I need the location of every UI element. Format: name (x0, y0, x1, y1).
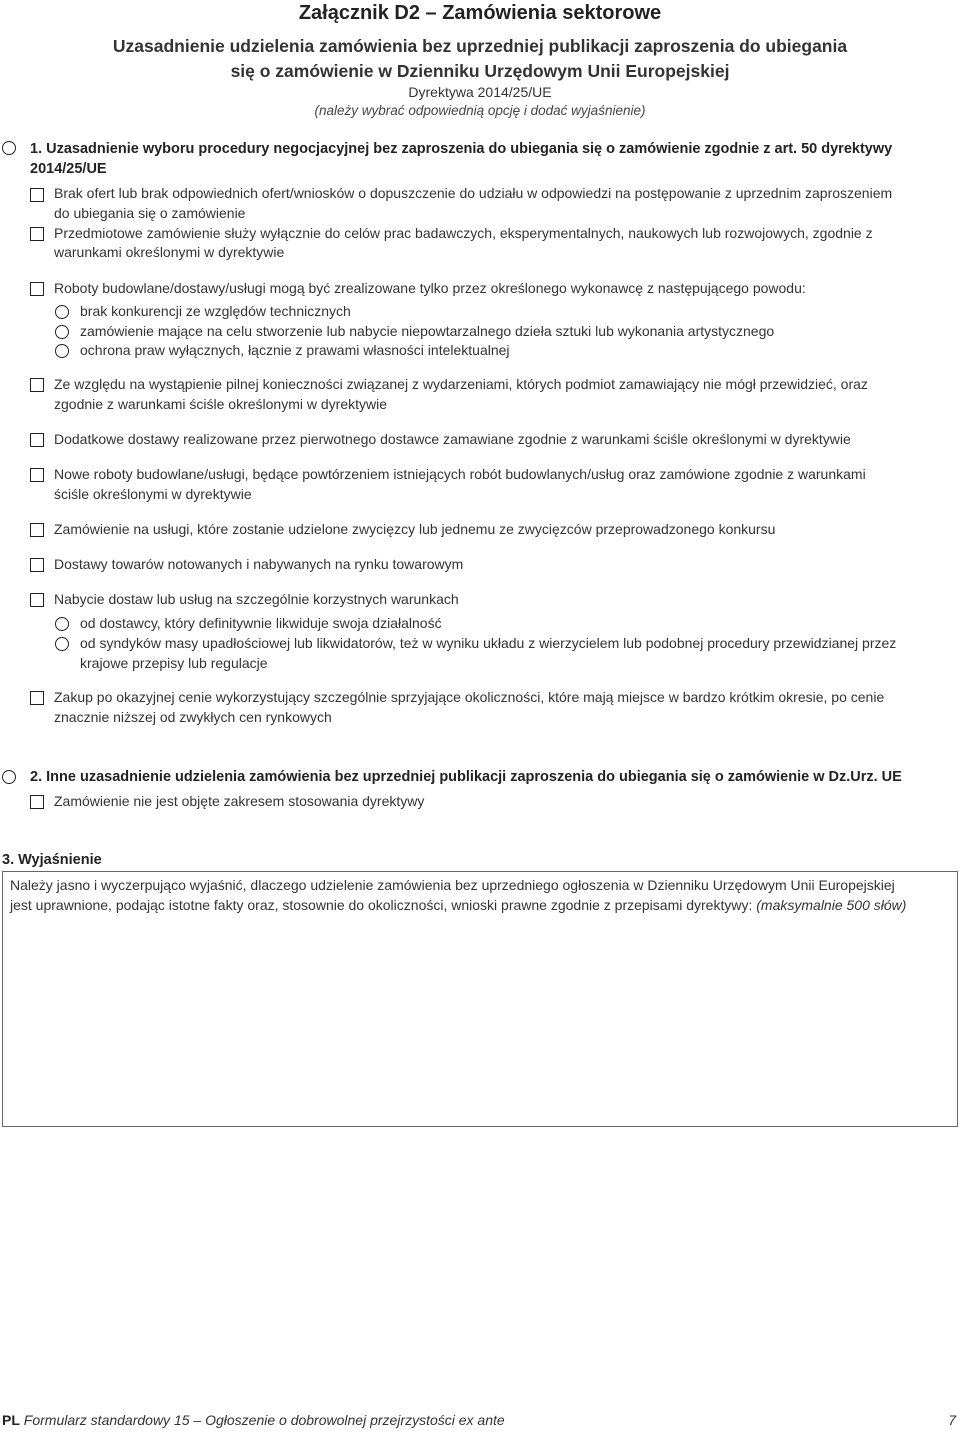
option-no-competition: brak konkurencji ze względów technicznych (80, 303, 351, 319)
checkbox-commodity-market[interactable] (30, 558, 44, 572)
explanation-text-line1: Należy jasno i wyczerpująco wyjaśnić, dlaczego udzielenie zamówienia bez uprzedniego ogłoszenia w Dzienniku Urzędowym Unii Europejskiej (10, 877, 895, 893)
checkbox-bargain-purchase[interactable] (30, 691, 44, 705)
explanation-text-line2 (10, 896, 906, 916)
item-research-line1: Przedmiotowe zamówienie służy wyłącznie do celów prac badawczych, eksperymentalnych, naukowych lub rozwojowych, zgodnie z (54, 225, 873, 241)
radio-exclusive-rights[interactable] (55, 344, 69, 358)
item-repeat-works-line1: Nowe roboty budowlane/usługi, będące powtórzeniem istniejących robót budowlanych/usług oraz zamówione zgodnie z warunkami (54, 466, 866, 482)
section1-radio[interactable] (2, 141, 16, 155)
item-commodity-market: Dostawy towarów notowanych i nabywanych na rynku towarowym (54, 556, 464, 572)
radio-insolvency[interactable] (55, 637, 69, 651)
radio-no-competition[interactable] (55, 305, 69, 319)
footer-form-name: Formularz standardowy 15 – Ogłoszenie o dobrowolnej przejrzystości ex ante (23, 1412, 505, 1428)
item-advantageous-terms: Nabycie dostaw lub usług na szczególnie korzystnych warunkach (54, 591, 459, 607)
instruction-note: (należy wybrać odpowiednią opcję i dodać wyjaśnienie) (314, 103, 646, 118)
section1-heading-line2: 2014/25/UE (30, 161, 107, 177)
checkbox-outside-directive[interactable] (30, 795, 44, 809)
page-subtitle-line1: Uzasadnienie udzielenia zamówienia bez uprzedniej publikacji zaproszenia do ubiegania (112, 36, 848, 56)
checkbox-contest-winner[interactable] (30, 523, 44, 537)
item-bargain-purchase-line1: Zakup po okazyjnej cenie wykorzystujący szczególnie sprzyjające okoliczności, które mają miejsce w bardzo krótkim okresie, po cenie (54, 689, 885, 705)
item-no-offers-line1: Brak ofert lub brak odpowiednich ofert/wniosków o dopuszczenie do udziału w odpowiedzi na postępowanie z uprzednim zaproszeniem (54, 185, 893, 201)
checkbox-advantageous-terms[interactable] (30, 593, 44, 607)
item-urgency-line1: Ze względu na wystąpienie pilnej konieczności związanej z wydarzeniami, których podmiot zamawiający nie mógł przewidzieć, oraz (54, 376, 868, 392)
option-exclusive-rights: ochrona praw wyłącznych, łącznie z prawami własności intelektualnej (80, 342, 510, 358)
item-urgency-line2: zgodnie z warunkami ściśle określonymi w dyrektywie (54, 396, 388, 412)
page-subtitle-line2: się o zamówienie w Dzienniku Urzędowym Unii Europejskiej (230, 61, 730, 81)
option-unique-artwork: zamówienie mające na celu stworzenie lub nabycie niepowtarzalnego dzieła sztuki lub wykonania artystycznego (80, 323, 775, 339)
word-limit-note: (maksymalnie 500 słów) (756, 897, 907, 913)
option-liquidating-supplier: od dostawcy, który definitywnie likwiduje swoja działalność (80, 615, 442, 631)
section2-radio[interactable] (2, 770, 16, 784)
section3-heading: 3. Wyjaśnienie (2, 852, 102, 868)
radio-unique-artwork[interactable] (55, 325, 69, 339)
explanation-text-line2-main: jest uprawnione, podając istotne fakty oraz, stosownie do okoliczności, wnioski prawne zgodnie z przepisami dyrektywy: (10, 897, 753, 913)
directive-label: Dyrektywa 2014/25/UE (408, 84, 552, 100)
option-insolvency-line2: krajowe przepisy lub regulacje (80, 655, 268, 671)
explanation-box[interactable] (2, 871, 958, 1127)
checkbox-single-contractor[interactable] (30, 282, 44, 296)
footer-language: PL (2, 1412, 20, 1428)
checkbox-additional-supplies[interactable] (30, 433, 44, 447)
item-research-line2: warunkami określonymi w dyrektywie (54, 244, 285, 260)
item-outside-directive: Zamówienie nie jest objęte zakresem stosowania dyrektywy (54, 793, 425, 809)
item-bargain-purchase-line2: znacznie niższej od zwykłych cen rynkowych (54, 709, 332, 725)
page-title: Załącznik D2 – Zamówienia sektorowe (298, 2, 662, 24)
radio-liquidating-supplier[interactable] (55, 617, 69, 631)
item-repeat-works-line2: ściśle określonymi w dyrektywie (54, 486, 252, 502)
section2-heading: 2. Inne uzasadnienie udzielenia zamówienia bez uprzedniej publikacji zaproszenia do ubiegania się o zamówienie w Dz.Urz. UE (30, 769, 902, 785)
item-no-offers-line2: do ubiegania się o zamówienie (54, 205, 246, 221)
checkbox-no-offers[interactable] (30, 188, 44, 202)
footer-left (2, 1412, 505, 1428)
item-additional-supplies: Dodatkowe dostawy realizowane przez pierwotnego dostawce zamawiane zgodnie z warunkami ściśle określonymi w dyrektywie (54, 431, 851, 447)
checkbox-repeat-works[interactable] (30, 468, 44, 482)
item-contest-winner: Zamówienie na usługi, które zostanie udzielone zwycięzcy lub jednemu ze zwycięzców przeprowadzonego konkursu (54, 521, 776, 537)
option-insolvency-line1: od syndyków masy upadłościowej lub likwidatorów, też w wyniku układu z wierzycielem lub podobnej procedury przewidzianej przez (80, 635, 897, 651)
section1-heading-line1: 1. Uzasadnienie wyboru procedury negocjacyjnej bez zaproszenia do ubiegania się o zamówienie zgodnie z art. 50 dyrektywy (30, 141, 893, 157)
checkbox-research[interactable] (30, 227, 44, 241)
checkbox-urgency[interactable] (30, 378, 44, 392)
item-single-contractor: Roboty budowlane/dostawy/usługi mogą być zrealizowane tylko przez określonego wykonawcę z następującego powodu: (54, 280, 806, 296)
footer-page-number: 7 (948, 1412, 956, 1428)
